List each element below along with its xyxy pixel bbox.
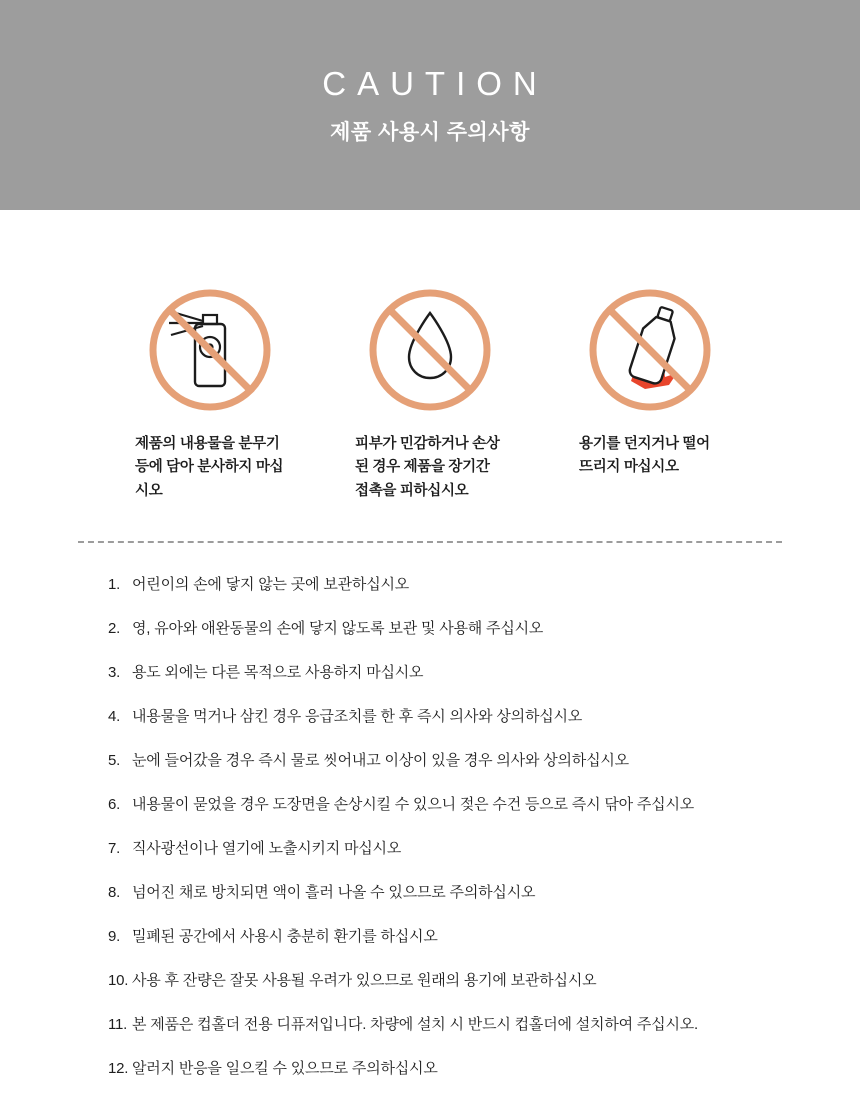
list-item-text: 사용 후 잔량은 잘못 사용될 우려가 있으므로 원래의 용기에 보관하십시오	[132, 972, 597, 990]
list-item-number: 8.	[108, 884, 121, 902]
list-item	[108, 841, 782, 856]
cautions-list	[0, 577, 860, 1076]
page-title: CAUTION	[322, 65, 548, 102]
list-item-text: 밀폐된 공간에서 사용시 충분히 환기를 하십시오	[132, 928, 438, 946]
list-item-number: 2.	[108, 620, 121, 638]
list-item	[108, 665, 782, 680]
list-item-text: 넘어진 채로 방치되면 액이 흘러 나올 수 있으므로 주의하십시오	[132, 884, 536, 902]
list-item-number: 6.	[108, 796, 121, 814]
warning-item-no-throw	[540, 285, 760, 480]
list-item-text: 영, 유아와 애완동물의 손에 닿지 않도록 보관 및 사용해 주십시오	[132, 620, 544, 638]
list-item-number: 12.	[108, 1060, 129, 1078]
list-item-text: 내용물이 묻었을 경우 도장면을 손상시킬 수 있으니 젖은 수건 등으로 즉시 닦아 주십시오	[132, 796, 695, 814]
page-subtitle: 제품 사용시 주의사항	[330, 121, 530, 144]
list-item-number: 7.	[108, 840, 121, 858]
list-item-number: 4.	[108, 708, 121, 726]
list-item-text: 내용물을 먹거나 삼킨 경우 응급조치를 한 후 즉시 의사와 상의하십시오	[132, 708, 583, 726]
list-item-number: 11.	[108, 1016, 128, 1034]
no-spray-bottle-icon	[145, 285, 275, 415]
list-item-text: 직사광선이나 열기에 노출시키지 마십시오	[132, 840, 402, 858]
list-item	[108, 973, 782, 988]
list-item-number: 3.	[108, 664, 121, 682]
list-item-text: 알러지 반응을 일으킬 수 있으므로 주의하십시오	[132, 1060, 438, 1078]
warning-caption: 용기를 던지거나 떨어뜨리지 마십시오	[579, 436, 710, 476]
warning-caption: 피부가 민감하거나 손상된 경우 제품을 장기간 접촉을 피하십시오	[355, 436, 500, 499]
list-item	[108, 885, 782, 900]
list-item-number: 1.	[108, 576, 121, 594]
list-item	[108, 1017, 782, 1032]
list-item	[108, 621, 782, 636]
page-header	[0, 0, 860, 210]
warning-item-no-skin-contact	[320, 285, 540, 503]
list-item	[108, 929, 782, 944]
section-divider	[78, 541, 782, 543]
list-item-text: 본 제품은 컵홀더 전용 디퓨저입니다. 차량에 설치 시 반드시 컵홀더에 설치하여 주십시오.	[132, 1016, 699, 1034]
list-item-number: 10.	[108, 972, 129, 990]
list-item-text: 용도 외에는 다른 목적으로 사용하지 마십시오	[132, 664, 424, 682]
warning-caption: 제품의 내용물을 분무기 등에 담아 분사하지 마십시오	[135, 436, 284, 499]
list-item	[108, 753, 782, 768]
no-throw-bottle-icon	[585, 285, 715, 415]
list-item	[108, 797, 782, 812]
list-item-text: 어린이의 손에 닿지 않는 곳에 보관하십시오	[132, 576, 410, 594]
no-skin-contact-droplet-icon	[365, 285, 495, 415]
list-item-text: 눈에 들어갔을 경우 즉시 물로 씻어내고 이상이 있을 경우 의사와 상의하십시오	[132, 752, 629, 770]
list-item-number: 5.	[108, 752, 121, 770]
list-item	[108, 577, 782, 592]
list-item-number: 9.	[108, 928, 121, 946]
warning-item-no-spray	[100, 285, 320, 503]
list-item	[108, 1061, 782, 1076]
list-item	[108, 709, 782, 724]
warning-icons-row	[0, 210, 860, 503]
